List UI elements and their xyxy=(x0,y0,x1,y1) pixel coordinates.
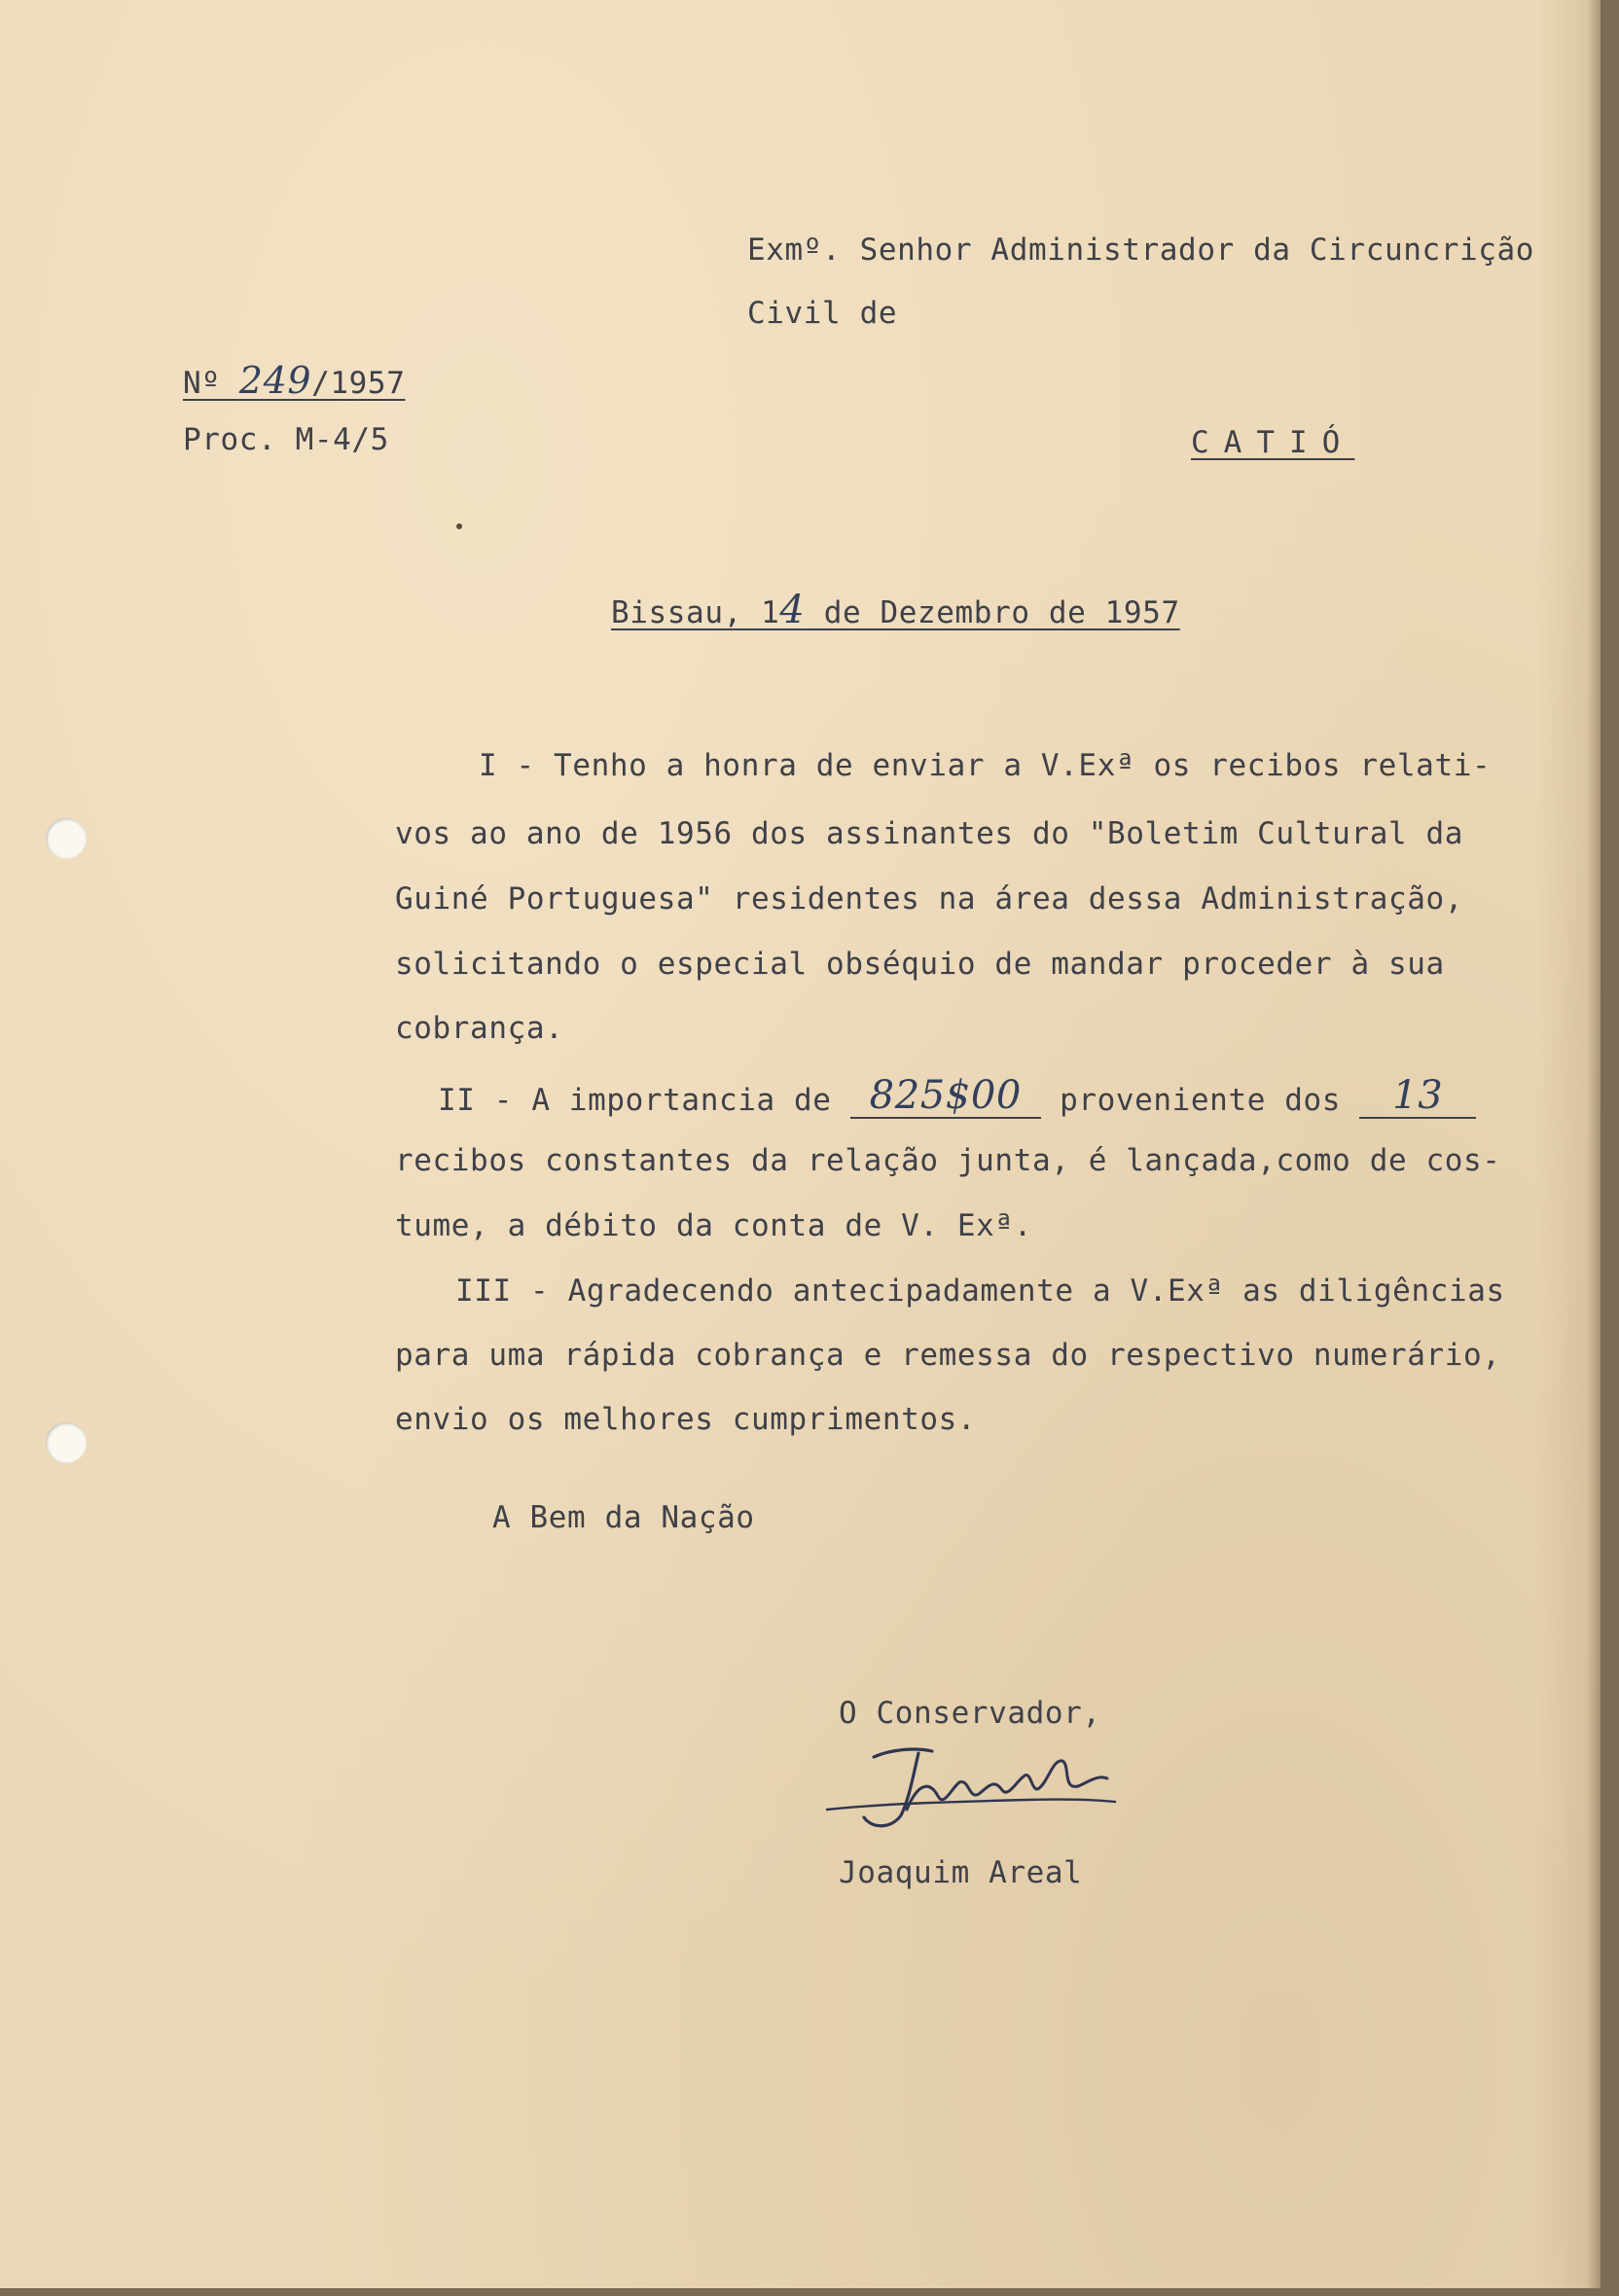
paragraph-3-line-2: para uma rápida cobrança e remessa do respectivo numerário, xyxy=(395,1338,1501,1373)
signature xyxy=(823,1740,1134,1847)
destination-town: CATIÓ xyxy=(1191,425,1355,460)
reference-number-prefix: Nº xyxy=(183,366,221,401)
paragraph-2-middle: proveniente dos xyxy=(1040,1083,1360,1118)
signatory-name: Joaquim Areal xyxy=(839,1855,1083,1890)
paragraph-1-line-3: Guiné Portuguesa" residentes na área dessa Administração, xyxy=(395,881,1464,916)
paper-speck xyxy=(456,523,462,529)
dateline-place: Bissau, 1 xyxy=(611,595,780,630)
dateline xyxy=(611,588,1180,632)
amount-blank xyxy=(850,1073,1041,1119)
reference-number-suffix: /1957 xyxy=(311,366,406,401)
paragraph-3-line-1: III - Agradecendo antecipadamente a V.Exª as diligências xyxy=(455,1274,1505,1309)
dateline-day-handwritten: 4 xyxy=(779,588,806,632)
proc-reference: Proc. M-4/5 xyxy=(183,422,389,457)
paragraph-2-line-3: tume, a débito da conta de V. Exª. xyxy=(395,1208,1032,1243)
page-edge-shadow xyxy=(1587,0,1601,2288)
paragraph-3-line-3: envio os melhores cumprimentos. xyxy=(395,1402,977,1437)
paragraph-2-intro: II - A importancia de xyxy=(438,1083,850,1118)
punch-hole-bottom xyxy=(46,1422,87,1463)
punch-hole-top xyxy=(46,818,87,859)
closing-salutation: A Bem da Nação xyxy=(492,1500,755,1535)
addressee-line-1: Exmº. Senhor Administrador da Circuncrição xyxy=(747,233,1535,268)
count-blank xyxy=(1359,1073,1476,1119)
reference-number xyxy=(183,359,406,402)
dateline-month-year: de Dezembro de 1957 xyxy=(805,595,1180,630)
paragraph-1-line-1: I - Tenho a honra de enviar a V.Exª os recibos relati- xyxy=(479,748,1492,783)
paragraph-1-line-5: cobrança. xyxy=(395,1011,564,1046)
count-handwritten: 13 xyxy=(1392,1073,1444,1118)
signature-underline xyxy=(827,1800,1115,1810)
paragraph-2-line-2: recibos constantes da relação junta, é lançada,como de cos- xyxy=(395,1143,1501,1178)
paragraph-2-line-1 xyxy=(438,1073,1476,1119)
amount-handwritten: 825$00 xyxy=(869,1073,1022,1118)
paragraph-1-line-2: vos ao ano de 1956 dos assinantes do "Boletim Cultural da xyxy=(395,816,1464,851)
signatory-title: O Conservador, xyxy=(839,1696,1101,1731)
paragraph-1-line-4: solicitando o especial obséquio de mandar proceder à sua xyxy=(395,947,1445,982)
reference-number-handwritten: 249 xyxy=(238,359,312,402)
addressee-line-2: Civil de xyxy=(747,296,898,331)
